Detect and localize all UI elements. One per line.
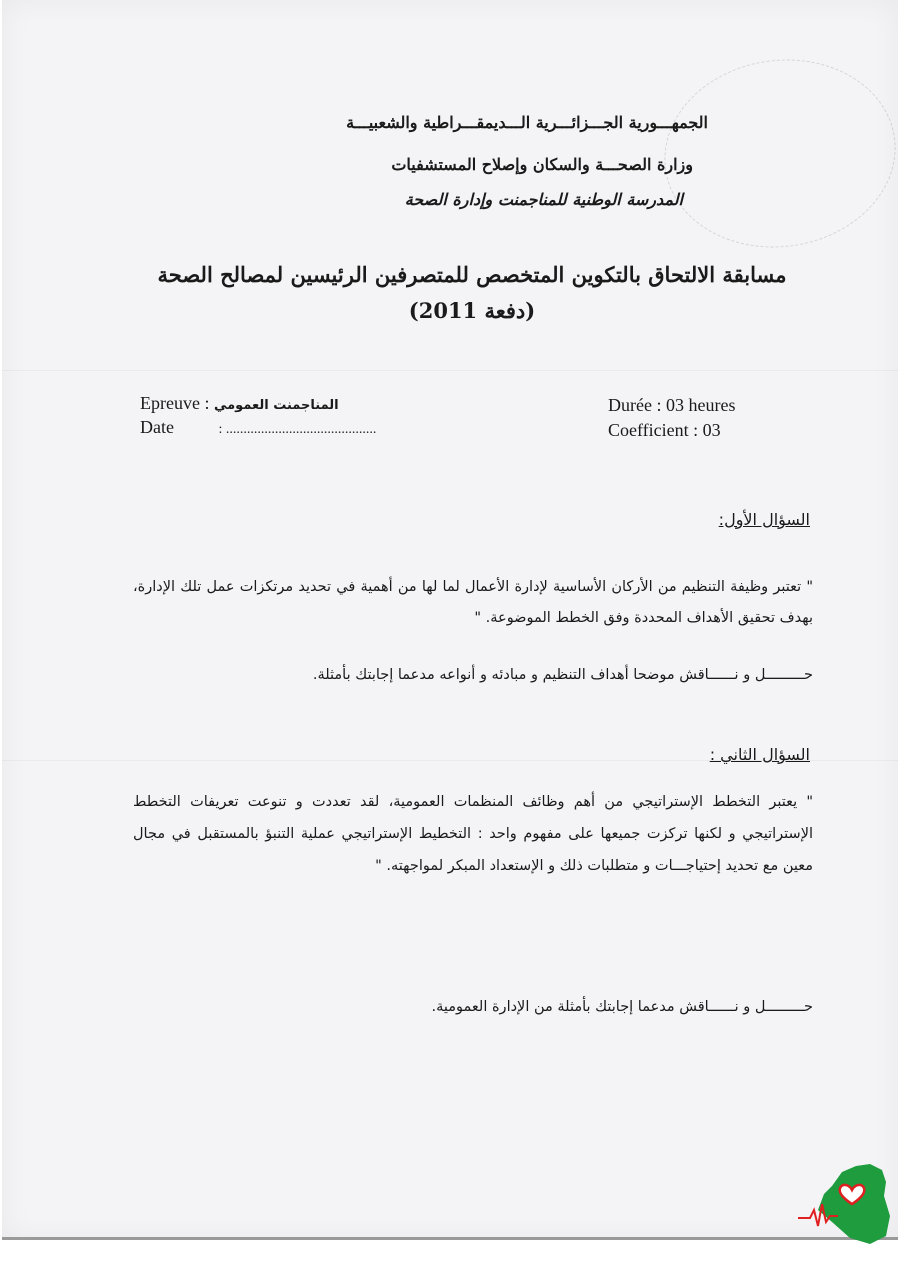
paper-fold (2, 370, 898, 371)
header-ministry: وزارة الصحـــة والسكان وإصلاح المستشفيات (391, 155, 693, 174)
epreuve-value: المناجمنت العمومي (213, 398, 339, 413)
header-school: المدرسة الوطنية للمناجمنت وإدارة الصحة (404, 190, 683, 209)
exam-title: مسابقة الالتحاق بالتكوين المتخصص للمتصرفين الرئيسين لمصالح الصحة (157, 262, 787, 287)
duree: Durée : 03 heures (608, 395, 736, 415)
coefficient: Coefficient : 03 (608, 420, 721, 440)
faint-stamp (652, 45, 898, 262)
question1-quote: " تعتبر وظيفة التنظيم من الأركان الأساسية لإدارة الأعمال لما لها من أهمية في تحديد مرتكزات عمل تلك الإدارة، بهدف تحقيق الأهداف المحددة وفق الخطط الموضوعة. " (133, 579, 813, 626)
date-label: Date (140, 417, 174, 437)
header-republic: الجمهـــورية الجـــزائـــرية الـــديمقـــراطية والشعبيـــة (346, 113, 708, 132)
exam-page (2, 0, 898, 1240)
question2-quote: " يعتبر التخطط الإستراتيجي من أهم وظائف المنظمات العمومية، لقد تعددت و تنوعت تعريفات التخطط الإستراتيجي و لكنها تركزت جميعها على مفهوم واحد : التخطيط الإستراتيجي عملية التنبؤ بالمستقبل في مجال معين مع تحديد إحتياجـــات و متطلبات ذلك و الإستعداد المبكر لمواجهته. " (133, 794, 813, 874)
epreuve-label: Epreuve : (140, 393, 210, 413)
question2-heading: السؤال الثاني : (709, 745, 810, 764)
date-value: : ........................................... (218, 422, 377, 437)
question1-heading: السؤال الأول: (718, 510, 810, 529)
date-row (140, 417, 376, 438)
exam-cohort: (دفعة 2011) (408, 298, 536, 323)
page-bottom-edge (2, 1237, 898, 1240)
epreuve-row (140, 393, 339, 414)
algeria-map-heart-logo (798, 1160, 894, 1246)
question1-task: حـــــــــل و نــــــاقش موضحا أهداف التنظيم و مبادئه و أنواعه مدعما إجابتك بأمثلة. (312, 667, 813, 683)
question2-task: حـــــــــل و نــــــاقش مدعما إجابتك بأمثلة من الإدارة العمومية. (431, 999, 813, 1015)
